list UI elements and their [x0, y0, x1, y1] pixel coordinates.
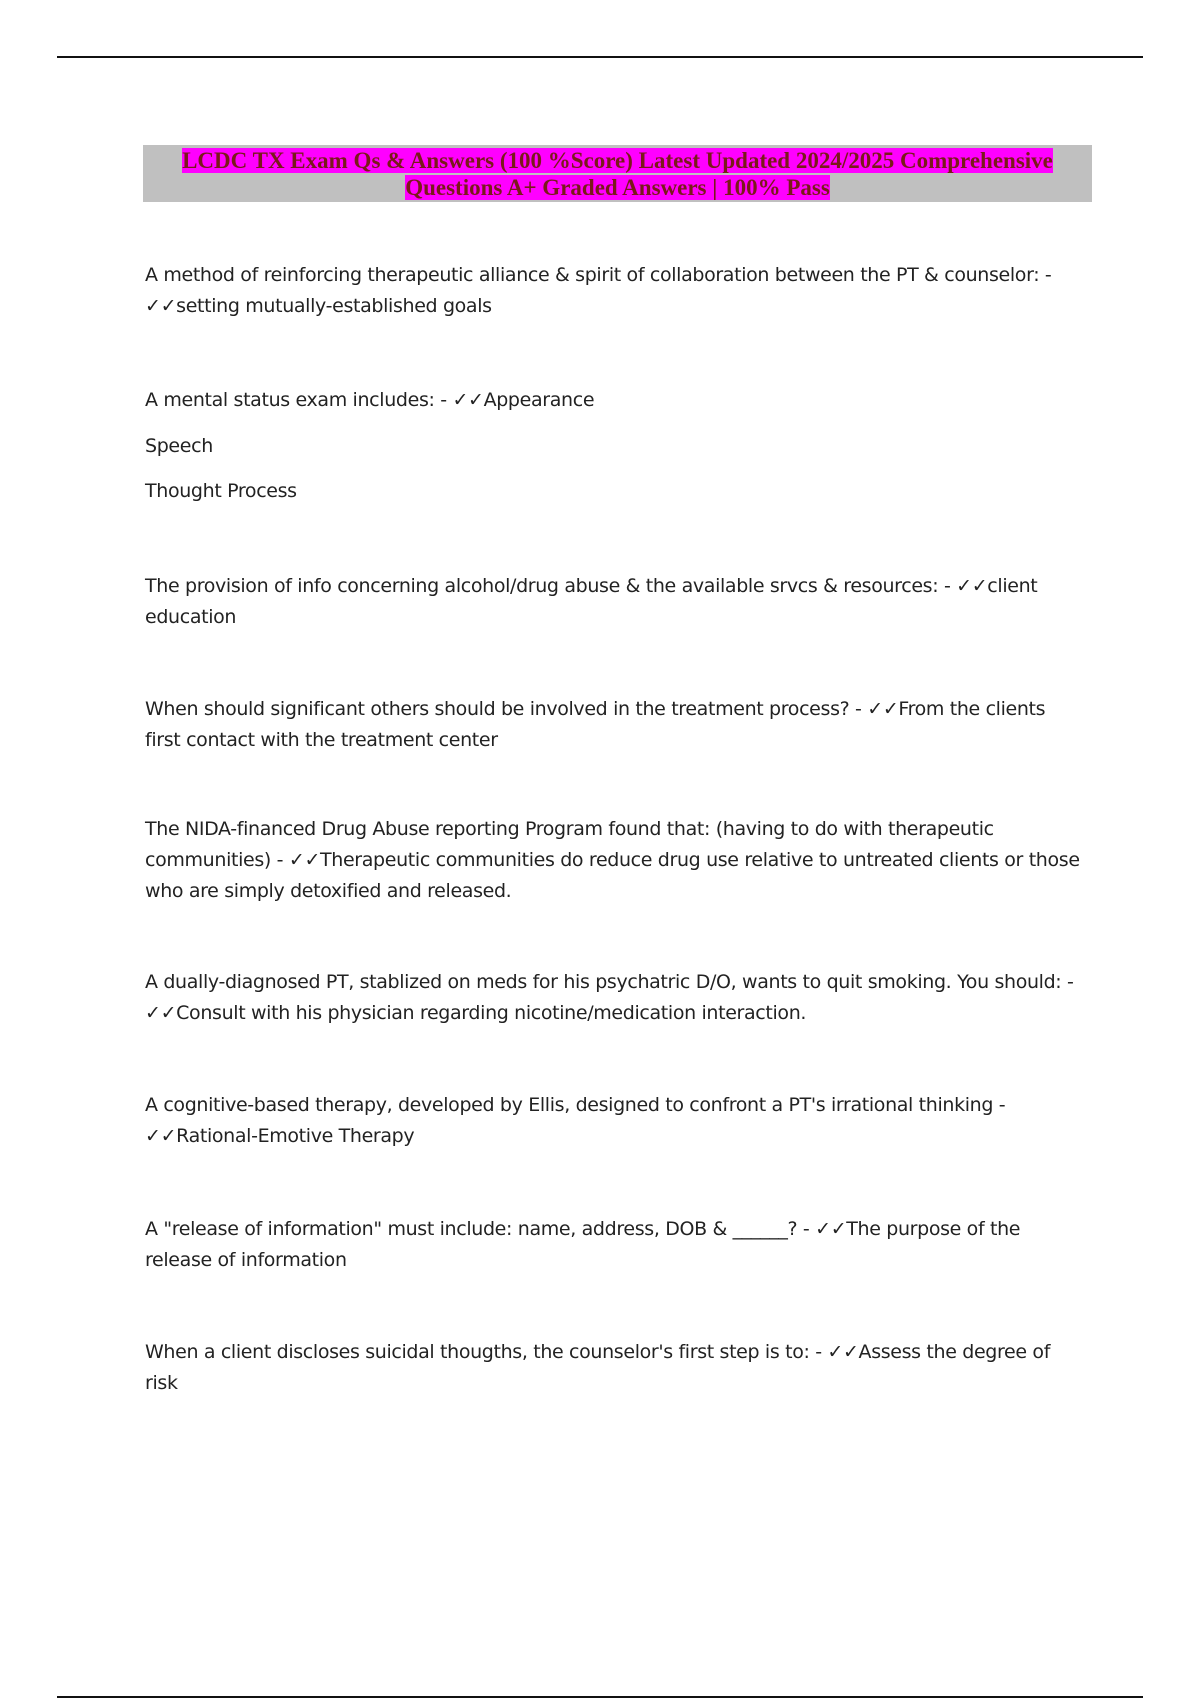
- qa-item-4: [145, 694, 1085, 756]
- answer-text: Consult with his physician regarding nicotine/medication interaction.: [176, 1002, 807, 1024]
- answer-text: Speech: [145, 435, 213, 457]
- qa-item-7: [145, 1090, 1085, 1152]
- answer-text: client education: [145, 575, 1038, 628]
- check-icon: ✓✓: [815, 1218, 847, 1240]
- check-icon: ✓✓: [288, 849, 321, 871]
- qa-item-2-line-2: [145, 431, 1085, 462]
- answer-text: Assess the degree of risk: [145, 1341, 1051, 1394]
- check-icon: ✓✓: [145, 1125, 177, 1147]
- question-text: A cognitive-based therapy, developed by Ellis, designed to confront a PT's irrational thinking -: [145, 1094, 1006, 1116]
- question-text: A mental status exam includes: -: [145, 389, 453, 411]
- question-text: A dually-diagnosed PT, stablized on meds for his psychatric D/O, wants to quit smoking. You should: -: [145, 971, 1074, 993]
- footer-rule: [57, 1696, 1143, 1698]
- check-icon: ✓✓: [867, 698, 899, 720]
- check-icon: ✓✓: [452, 389, 484, 411]
- question-text: A method of reinforcing therapeutic alliance & spirit of collaboration between the PT & counselor: -: [145, 264, 1052, 286]
- document-title: [143, 145, 1092, 202]
- qa-item-1: [145, 260, 1085, 322]
- header-rule: [57, 56, 1143, 58]
- question-text: When should significant others should be involved in the treatment process? -: [145, 698, 868, 720]
- qa-item-8: [145, 1214, 1085, 1276]
- answer-text: From the clients first contact with the treatment center: [145, 698, 1046, 751]
- answer-text: Rational-Emotive Therapy: [176, 1125, 415, 1147]
- title-line-2: Questions A+ Graded Answers | 100% Pass: [405, 175, 830, 200]
- title-line-1: LCDC TX Exam Qs & Answers (100 %Score) Latest Updated 2024/2025 Comprehensive: [182, 148, 1053, 173]
- answer-text: The purpose of the release of information: [145, 1218, 1021, 1271]
- question-text: A "release of information" must include: name, address, DOB & ______? -: [145, 1218, 816, 1240]
- qa-item-3: [145, 571, 1085, 633]
- qa-item-2-line-3: [145, 476, 1085, 507]
- answer-text: setting mutually-established goals: [176, 295, 492, 317]
- check-icon: ✓✓: [827, 1341, 859, 1363]
- check-icon: ✓✓: [145, 295, 177, 317]
- answer-text: Thought Process: [145, 480, 297, 502]
- check-icon: ✓✓: [145, 1002, 177, 1024]
- qa-item-9: [145, 1337, 1085, 1399]
- answer-text: Therapeutic communities do reduce drug use relative to untreated clients or those who are simply detoxified and released.: [145, 849, 1080, 902]
- question-text: The provision of info concerning alcohol/drug abuse & the available srvcs & resources: -: [145, 575, 957, 597]
- qa-item-6: [145, 967, 1085, 1029]
- answer-text: Appearance: [483, 389, 595, 411]
- question-text: When a client discloses suicidal thougths, the counselor's first step is to: -: [145, 1341, 828, 1363]
- question-text: The NIDA-financed Drug Abuse reporting Program found that: (having to do with therapeutic communities) -: [145, 818, 994, 871]
- check-icon: ✓✓: [956, 575, 988, 597]
- qa-item-2: [145, 385, 1085, 416]
- qa-item-5: [145, 814, 1085, 907]
